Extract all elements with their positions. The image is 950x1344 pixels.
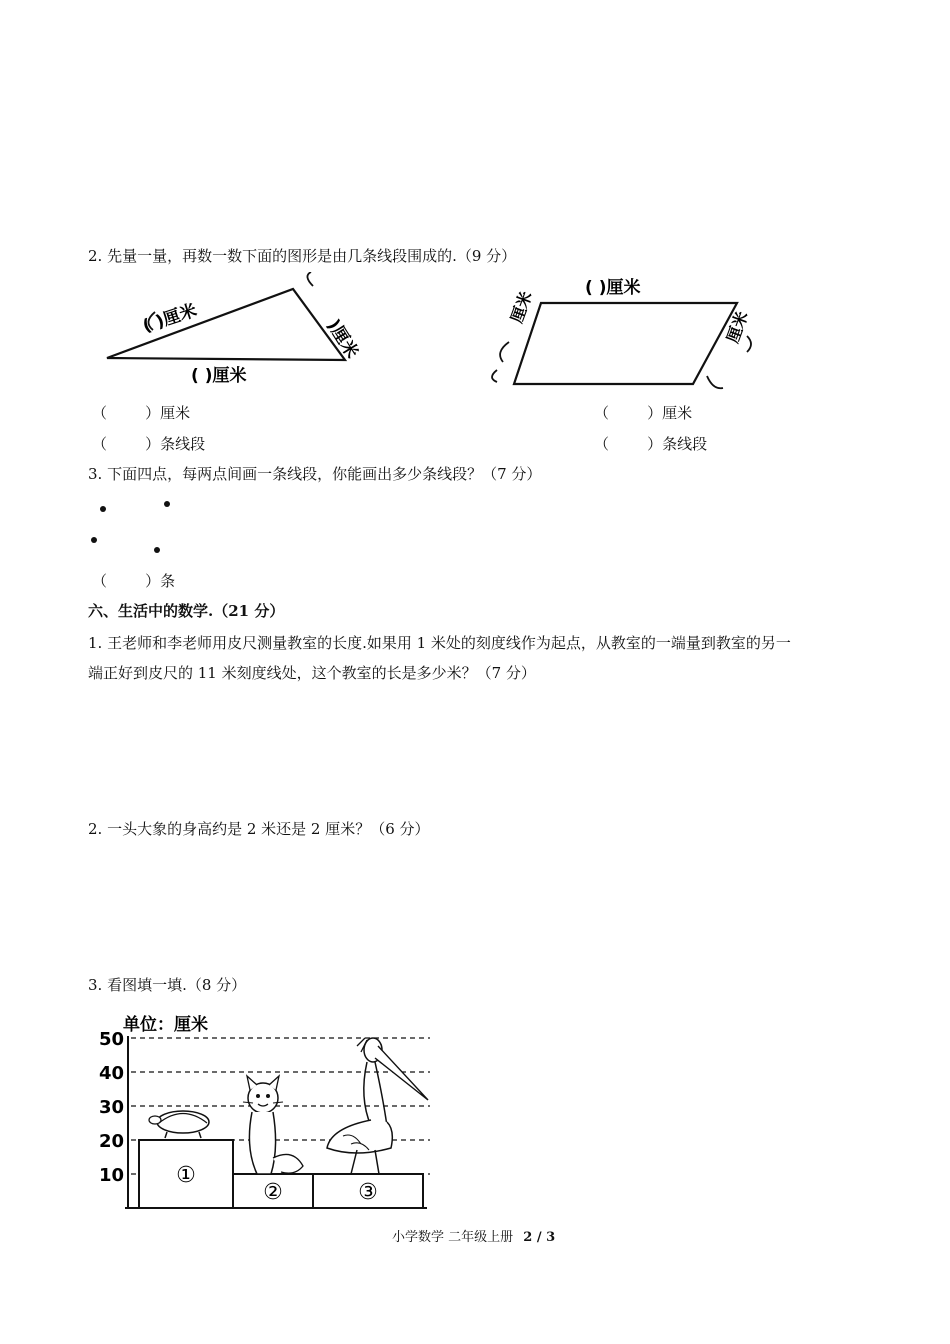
section6-q1-line2: 端正好到皮尺的 11 米刻度线处，这个教室的长是多少米？（7 分） [88, 664, 536, 682]
section6-q3: 3. 看图填一填.（8 分） [88, 976, 247, 994]
y-tick-label: 20 [99, 1131, 125, 1152]
chart-title: 单位：厘米 [123, 1015, 208, 1035]
triangle-figure [95, 272, 385, 387]
parallelogram-label-left: 厘米 [506, 288, 536, 326]
parallelogram-label-right: 厘米 [722, 308, 752, 346]
q3-answer[interactable]: （ ）条 [92, 572, 176, 590]
turtle-icon [149, 1111, 209, 1138]
chart-bar-label-1: ① [176, 1163, 196, 1188]
y-tick-label: 50 [99, 1029, 125, 1050]
q3-title: 3. 下面四点，每两点间画一条线段，你能画出多少条线段？（7 分） [88, 465, 542, 483]
triangle-answer-length[interactable]: （ ）厘米 [92, 404, 191, 422]
y-tick-label: 30 [99, 1097, 125, 1118]
point-a [100, 506, 106, 512]
parallelogram-answer-length[interactable]: （ ）厘米 [594, 404, 693, 422]
parallelogram-answer-count[interactable]: （ ）条线段 [594, 435, 708, 453]
section6-heading: 六、生活中的数学.（21 分） [88, 602, 285, 620]
cat-icon [243, 1076, 303, 1174]
triangle-answer-count[interactable]: （ ）条线段 [92, 435, 206, 453]
point-d [154, 547, 160, 553]
triangle-topright-arc [307, 272, 313, 286]
triangle-label-right: )厘米 [322, 316, 362, 363]
triangle-label-bottom: ( )厘米 [191, 366, 247, 386]
parallelogram-shape [514, 303, 737, 384]
y-tick-label: 10 [99, 1165, 125, 1186]
section6-q2: 2. 一头大象的身高约是 2 米还是 2 厘米？（6 分） [88, 820, 430, 838]
parallelogram-left-arc [500, 342, 509, 362]
height-chart [95, 1008, 440, 1213]
section6-q1-line1: 1. 王老师和李老师用皮尺测量教室的长度.如果用 1 米处的刻度线作为起点，从教室的一端量到教室的另一 [88, 634, 791, 652]
point-b [164, 501, 170, 507]
footer-text: 小学数学 二年级上册 [392, 1230, 514, 1245]
parallelogram-label-top: ( )厘米 [585, 278, 641, 298]
parallelogram-bottomleft-arc [492, 370, 497, 382]
parallelogram-figure [485, 272, 770, 392]
point-c [91, 537, 97, 543]
chart-bar-label-3: ③ [358, 1180, 378, 1205]
parallelogram-right-arc [747, 336, 751, 352]
y-tick-label: 40 [99, 1063, 125, 1084]
page-footer [392, 1226, 555, 1245]
parallelogram-bottomright-arc [707, 376, 723, 388]
footer-page-number: 2 / 3 [523, 1230, 556, 1245]
triangle-label-left: ( )厘米 [140, 300, 200, 337]
q2-title: 2. 先量一量，再数一数下面的图形是由几条线段围成的.（9 分） [88, 247, 517, 265]
four-points-figure [85, 495, 185, 560]
chart-bar-label-2: ② [263, 1180, 283, 1205]
